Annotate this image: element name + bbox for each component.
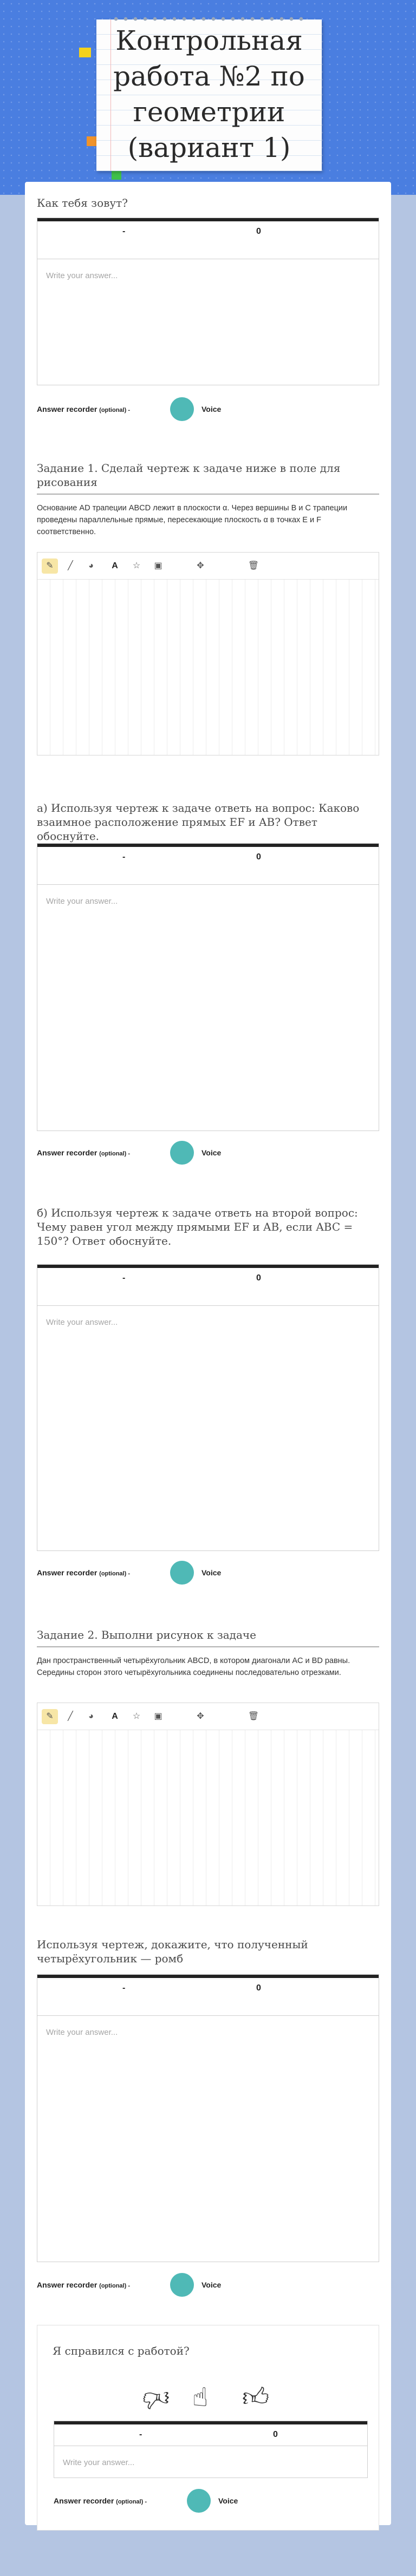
self-assessment-title: Я справился с работой? <box>53 2344 190 2357</box>
voice-label: Voice <box>202 405 222 413</box>
voice-record-button[interactable] <box>170 397 194 421</box>
move-icon[interactable]: ✥ <box>197 1712 204 1721</box>
voice-label: Voice <box>202 2281 222 2289</box>
answer-editor-proof[interactable] <box>37 1974 379 2262</box>
color-wheel-icon[interactable]: ◕ <box>88 1712 94 1721</box>
recorder-label: Answer recorder (optional) - <box>37 1568 130 1577</box>
task2-divider <box>37 1646 379 1647</box>
trash-icon[interactable]: 🗑 <box>248 1712 259 1721</box>
zero-button[interactable]: 0 <box>256 852 261 862</box>
self-assessment-card <box>37 2325 379 2531</box>
minus-button[interactable]: - <box>122 1983 126 1993</box>
page-title: Контрольная работа №2 по геометрии (вариант 1) <box>113 25 305 163</box>
answer-placeholder: Write your answer... <box>46 1318 118 1327</box>
answer-recorder <box>37 396 253 422</box>
zero-button[interactable]: 0 <box>256 1983 261 1993</box>
editor-toolbar <box>37 1978 379 2016</box>
star-icon[interactable]: ☆ <box>132 561 141 570</box>
voice-record-button[interactable] <box>170 2273 194 2297</box>
thumbs-down-icon[interactable]: 👍︎ <box>142 2384 170 2413</box>
drawing-canvas[interactable] <box>37 580 379 755</box>
text-icon[interactable]: A <box>112 561 118 570</box>
question-a-title: а) Используя чертеж к задаче ответь на вопрос: Каково взаимное расположение прямых EF и AB? Ответ обоснуйте. <box>37 801 360 843</box>
color-wheel-icon[interactable]: ◕ <box>88 561 94 570</box>
task1-divider <box>37 494 379 495</box>
answer-recorder <box>37 1140 253 1166</box>
recorder-label: Answer recorder (optional) - <box>54 2496 147 2505</box>
question-proof-title: Используя чертеж, докажите, что полученный четырёхугольник — ромб <box>37 1938 308 1965</box>
answer-placeholder: Write your answer... <box>46 897 118 906</box>
thumbs-up-icon[interactable]: 👍︎ <box>242 2383 270 2412</box>
pen-icon[interactable]: ╱ <box>68 561 73 570</box>
minus-button[interactable]: - <box>122 852 126 862</box>
highlighter-icon[interactable]: ✎ <box>42 558 58 574</box>
answer-editor-b[interactable] <box>37 1264 379 1551</box>
pen-icon[interactable]: ╱ <box>68 1712 73 1721</box>
voice-label: Voice <box>218 2496 238 2505</box>
image-icon[interactable]: ▣ <box>154 561 162 570</box>
answer-recorder <box>37 2272 253 2298</box>
text-icon[interactable]: A <box>112 1712 118 1721</box>
voice-label: Voice <box>202 1568 222 1577</box>
recorder-label: Answer recorder (optional) - <box>37 2281 130 2289</box>
pointing-up-icon[interactable]: ☝︎ <box>192 2383 209 2412</box>
answer-placeholder: Write your answer... <box>46 271 118 280</box>
recorder-label: Answer recorder (optional) - <box>37 405 130 413</box>
drawing-area-task1[interactable] <box>37 552 379 755</box>
minus-button[interactable]: - <box>122 227 126 236</box>
task2-title: Задание 2. Выполни рисунок к задаче <box>37 1628 256 1641</box>
drawing-toolbar <box>37 1703 379 1730</box>
sticky-tab-green <box>112 170 121 180</box>
move-icon[interactable]: ✥ <box>197 561 204 570</box>
zero-button[interactable]: 0 <box>256 227 261 236</box>
answer-editor-name[interactable] <box>37 218 379 385</box>
answer-recorder <box>54 2488 270 2514</box>
editor-toolbar <box>37 221 379 259</box>
recorder-label: Answer recorder (optional) - <box>37 1148 130 1157</box>
question-b-title: б) Используя чертеж к задаче ответь на второй вопрос: Чему равен угол между прямыми EF и AB, если ABC = 150°? Ответ обоснуйте. <box>37 1206 358 1247</box>
answer-editor-self[interactable] <box>54 2421 368 2478</box>
zero-button[interactable]: 0 <box>256 1273 261 1283</box>
voice-record-button[interactable] <box>187 2489 211 2513</box>
answer-editor-a[interactable] <box>37 843 379 1131</box>
spiral-binding <box>113 15 306 23</box>
editor-toolbar <box>37 1268 379 1306</box>
answer-placeholder: Write your answer... <box>46 2028 118 2037</box>
task2-description: Дан пространственный четырёхугольник ABCD, в котором диагонали AC и BD равны. Середины сторон этого четырёхугольника соединены последовательно отрезками. <box>37 1657 350 1677</box>
trash-icon[interactable]: 🗑 <box>248 561 259 570</box>
image-icon[interactable]: ▣ <box>154 1712 162 1721</box>
voice-record-button[interactable] <box>170 1561 194 1585</box>
sticky-tab-yellow <box>79 48 91 57</box>
minus-button[interactable]: - <box>122 1273 126 1283</box>
editor-toolbar <box>54 2424 367 2446</box>
star-icon[interactable]: ☆ <box>132 1712 141 1721</box>
answer-recorder <box>37 1560 253 1586</box>
voice-record-button[interactable] <box>170 1141 194 1165</box>
answer-placeholder: Write your answer... <box>63 2458 135 2467</box>
question-name-title: Как тебя зовут? <box>37 196 128 209</box>
zero-button[interactable]: 0 <box>273 2430 278 2439</box>
rating-row <box>54 2375 368 2421</box>
minus-button[interactable]: - <box>139 2430 142 2439</box>
title-card <box>96 19 322 171</box>
drawing-area-task2[interactable] <box>37 1703 379 1906</box>
highlighter-icon[interactable]: ✎ <box>42 1709 58 1724</box>
drawing-canvas[interactable] <box>37 1730 379 1905</box>
task1-title: Задание 1. Сделай чертеж к задаче ниже в поле для рисования <box>37 462 341 489</box>
editor-toolbar <box>37 847 379 885</box>
task1-description: Основание AD трапеции ABCD лежит в плоскости α. Через вершины В и С трапеции проведены параллельные прямые, пересекающие плоскость α в точках E и F соответственно. <box>37 504 348 536</box>
voice-label: Voice <box>202 1148 222 1157</box>
drawing-toolbar <box>37 553 379 580</box>
